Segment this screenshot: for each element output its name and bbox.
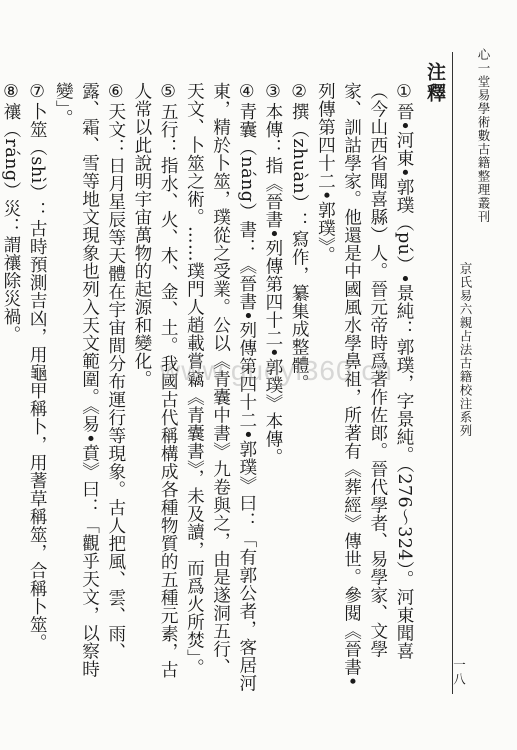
note-number: ④ (236, 82, 257, 103)
note-text: 晉•河東•郭璞（pú）•景純：郭璞，字景純。（276～324）。河東聞喜（今山西省聞喜縣）人。晉元帝時爲著作佐郎。晉代學者、易學家、文學家、訓詁學家。他還是中國風水學鼻祖，所著有《葬經》傳世。參閱《晉書•列傳第四十二•郭璞》。 (315, 82, 414, 687)
note-5 (129, 82, 181, 692)
note-text: 撰（zhuàn）：寫作，纂集成整體。 (289, 102, 310, 393)
note-text: 卜筮（shì）：古時預測吉凶，用龜甲稱卜，用蓍草稱筮，合稱卜筮。 (27, 102, 48, 652)
notes-list (0, 82, 417, 692)
page-number: 一八 (451, 658, 467, 687)
note-1 (312, 82, 417, 692)
note-text: 天文：日月星辰等天體在宇宙間分布運行等現象。古人把風、雲、雨、露、霜、雪等地文現象也列入天文範圍。《易•賁》曰：「觀乎天文，以察時變」。 (53, 82, 126, 678)
note-3 (260, 82, 286, 692)
note-number: ① (394, 82, 414, 103)
note-6 (50, 82, 129, 692)
note-2 (286, 82, 312, 692)
book-title: 京氏易六親占法古籍校注系列 (458, 262, 473, 438)
note-number: ② (289, 82, 310, 103)
note-number: ⑥ (105, 82, 126, 103)
watermark: www.guoyi360.cn (160, 355, 393, 386)
note-number: ⑧ (0, 82, 21, 103)
section-title: 注釋 (424, 62, 446, 104)
note-number: ⑦ (27, 82, 48, 103)
note-number: ⑤ (158, 82, 179, 103)
series-title: 心一堂易學術數古籍整理叢刊 (476, 48, 491, 224)
note-7 (24, 82, 50, 692)
note-text: 本傳：指《晉書•列傳第四十二•郭璞》本傳。 (262, 102, 283, 466)
note-8 (0, 82, 24, 692)
header-rule (452, 52, 453, 694)
note-4 (181, 82, 260, 692)
note-number: ③ (262, 82, 283, 103)
note-text: 五行：指水、火、木、金、土。我國古代稱構成各種物質的五種元素，古人常以此說明宇宙萬物的起源和變化。 (131, 82, 179, 679)
note-text: 青囊（náng）書：《晉書•列傳第四十二•郭璞》曰：「有郭公者，客居河東，精於卜筮，璞從之受業。公以《青囊中書》九卷與之，由是遂洞五行、天文、卜筮之術。……璞門人趙載嘗竊《青囊書》，未及讀，而爲火所焚」。 (184, 82, 257, 692)
note-text: 禳（ráng）災：謂禳除災禍。 (0, 102, 21, 344)
